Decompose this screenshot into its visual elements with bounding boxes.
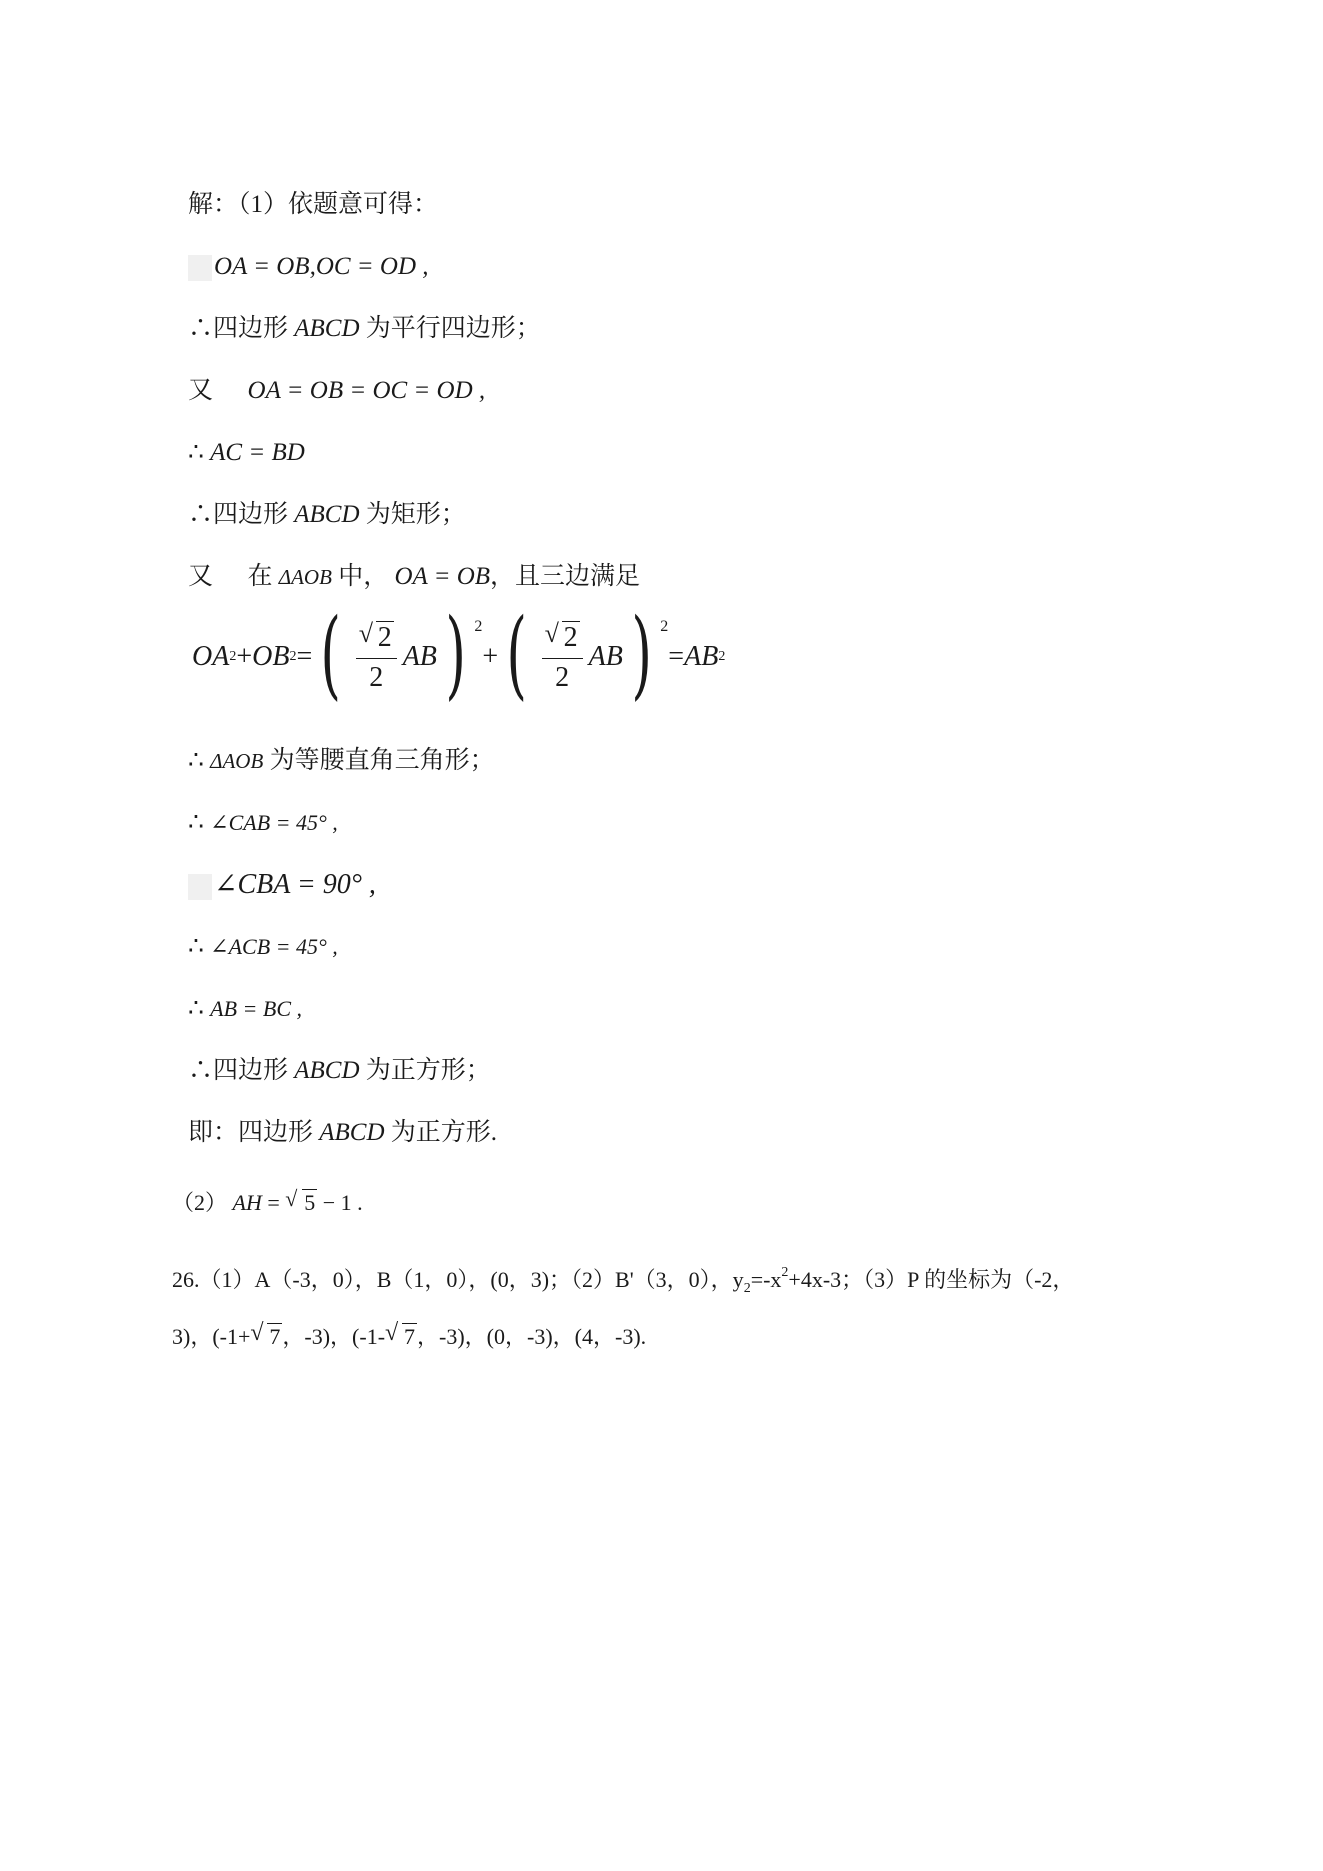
left-paren: (: [320, 598, 342, 710]
radicand: 2: [377, 621, 392, 653]
sqrt-icon: √: [385, 1320, 399, 1346]
therefore-symbol: ∴: [188, 809, 204, 836]
highlight-mark: [188, 255, 212, 281]
sqrt-icon: √: [250, 1320, 264, 1346]
step-oa-ob-oc-od: [188, 250, 429, 284]
radicand: 7: [404, 1324, 416, 1349]
plus-sign: +: [482, 641, 499, 672]
therefore-symbol: ∴: [188, 439, 204, 466]
conclusion-text: 为平行四边形；: [365, 315, 541, 342]
sqrt-expression: [285, 1186, 317, 1220]
step-all-equal: [188, 374, 485, 408]
math-var: AH: [232, 1190, 262, 1215]
sqrt-icon: √: [544, 618, 559, 648]
equals-sign: =: [296, 641, 313, 672]
step-isosceles: [188, 744, 495, 778]
therefore-symbol: ∴: [188, 995, 204, 1022]
question-26-line-1: [172, 1256, 1074, 1306]
eq-ab: AB: [402, 641, 437, 672]
right-paren: ): [631, 598, 652, 710]
plus-sign: +: [236, 641, 253, 672]
triangle-label: ΔAOB: [278, 565, 332, 589]
math-expression: AB = BC ,: [210, 996, 302, 1021]
equals-sign: =: [267, 1190, 286, 1215]
superscript: 2: [781, 1265, 789, 1280]
math-expression: ABCD: [319, 1119, 385, 1146]
therefore-text: ∴四边形: [188, 1057, 289, 1084]
in-text: 在: [247, 563, 273, 590]
step-parallelogram: [188, 312, 541, 346]
math-expression: ABCD: [294, 315, 360, 342]
sqrt-icon: √: [285, 1186, 298, 1211]
minus-one: − 1 .: [322, 1190, 363, 1215]
therefore-text: ∴四边形: [188, 315, 289, 342]
eq-ob: OB: [252, 641, 290, 672]
step-angle-cab: [188, 806, 338, 840]
pythagorean-equation: [192, 598, 726, 710]
q26-text: ，-3)，(0，-3)，(4，-3).: [417, 1324, 647, 1349]
math-expression: OA = OB: [394, 563, 491, 590]
step-rectangle: [188, 498, 466, 532]
equals-sign: =: [668, 641, 685, 672]
denominator: 2: [369, 661, 384, 693]
step-angle-acb: [188, 930, 338, 964]
therefore-symbol: ∴: [188, 933, 204, 960]
q26-text: 3)，(-1+: [172, 1324, 251, 1349]
right-paren: ): [445, 598, 466, 710]
radicand: 5: [304, 1190, 316, 1215]
exponent: 2: [229, 649, 237, 664]
exponent: 2: [660, 618, 669, 635]
denominator: 2: [555, 661, 570, 693]
math-expression: AC = BD: [210, 439, 305, 466]
exponent: 2: [474, 618, 483, 635]
sqrt-icon: √: [358, 618, 373, 648]
namely-text: 即：四边形: [188, 1119, 314, 1146]
step-ac-bd: [188, 436, 305, 470]
q26-text: ，-3)，(-1-: [282, 1324, 386, 1349]
math-expression: OA = OB,OC = OD ,: [214, 253, 429, 280]
part-2-answer: [172, 1186, 363, 1220]
question-26-line-2: [172, 1320, 646, 1354]
conclusion-text: 为矩形；: [365, 501, 466, 528]
exponent: 2: [289, 649, 297, 664]
conclusion-text: 为等腰直角三角形；: [269, 747, 495, 774]
also-text: 又: [188, 377, 214, 404]
math-expression: ∠ACB = 45° ,: [210, 934, 338, 959]
step-square: [188, 1054, 491, 1088]
conclusion-text: 为正方形；: [365, 1057, 491, 1084]
subscript: 2: [743, 1281, 751, 1296]
math-expression: ∠CBA = 90° ,: [214, 869, 376, 900]
therefore-text: ∴四边形: [188, 501, 289, 528]
solution-intro: 解：（1）依题意可得：: [188, 191, 439, 218]
q26-text: +4x-3；（3）P 的坐标为（-2，: [788, 1267, 1075, 1292]
conclusion-text: 为正方形.: [390, 1119, 498, 1146]
highlight-mark: [188, 874, 212, 900]
therefore-symbol: ∴: [188, 747, 204, 774]
eq-oa: OA: [192, 641, 230, 672]
eq-ab: AB: [588, 641, 623, 672]
step-ab-bc: [188, 992, 302, 1026]
math-expression: ABCD: [294, 1057, 360, 1084]
fraction: [356, 618, 397, 697]
radicand: 7: [269, 1324, 281, 1349]
middle-text: 中，: [338, 563, 389, 590]
sqrt-expression: [250, 1320, 282, 1354]
also-text: 又: [188, 563, 214, 590]
step-angle-cba: [188, 868, 376, 902]
eq-ab2: AB: [684, 641, 719, 672]
exponent: 2: [718, 649, 726, 664]
final-conclusion: [188, 1116, 497, 1150]
sqrt-expression: [385, 1320, 417, 1354]
part-label: （2）: [172, 1190, 228, 1215]
math-expression: ∠CAB = 45° ,: [210, 810, 338, 835]
q26-text: =-x: [750, 1267, 782, 1292]
q26-text: 26.（1）A（-3，0），B（1，0），(0，3)；（2）B'（3，0），y: [172, 1267, 744, 1292]
step-triangle-aob: [188, 560, 640, 594]
triangle-label: ΔAOB: [210, 749, 264, 773]
math-expression: OA = OB = OC = OD ,: [247, 377, 486, 404]
left-paren: (: [506, 598, 528, 710]
fraction: [542, 618, 583, 697]
condition-text: ，且三边满足: [490, 563, 641, 590]
math-expression: ABCD: [294, 501, 360, 528]
radicand: 2: [563, 621, 578, 653]
